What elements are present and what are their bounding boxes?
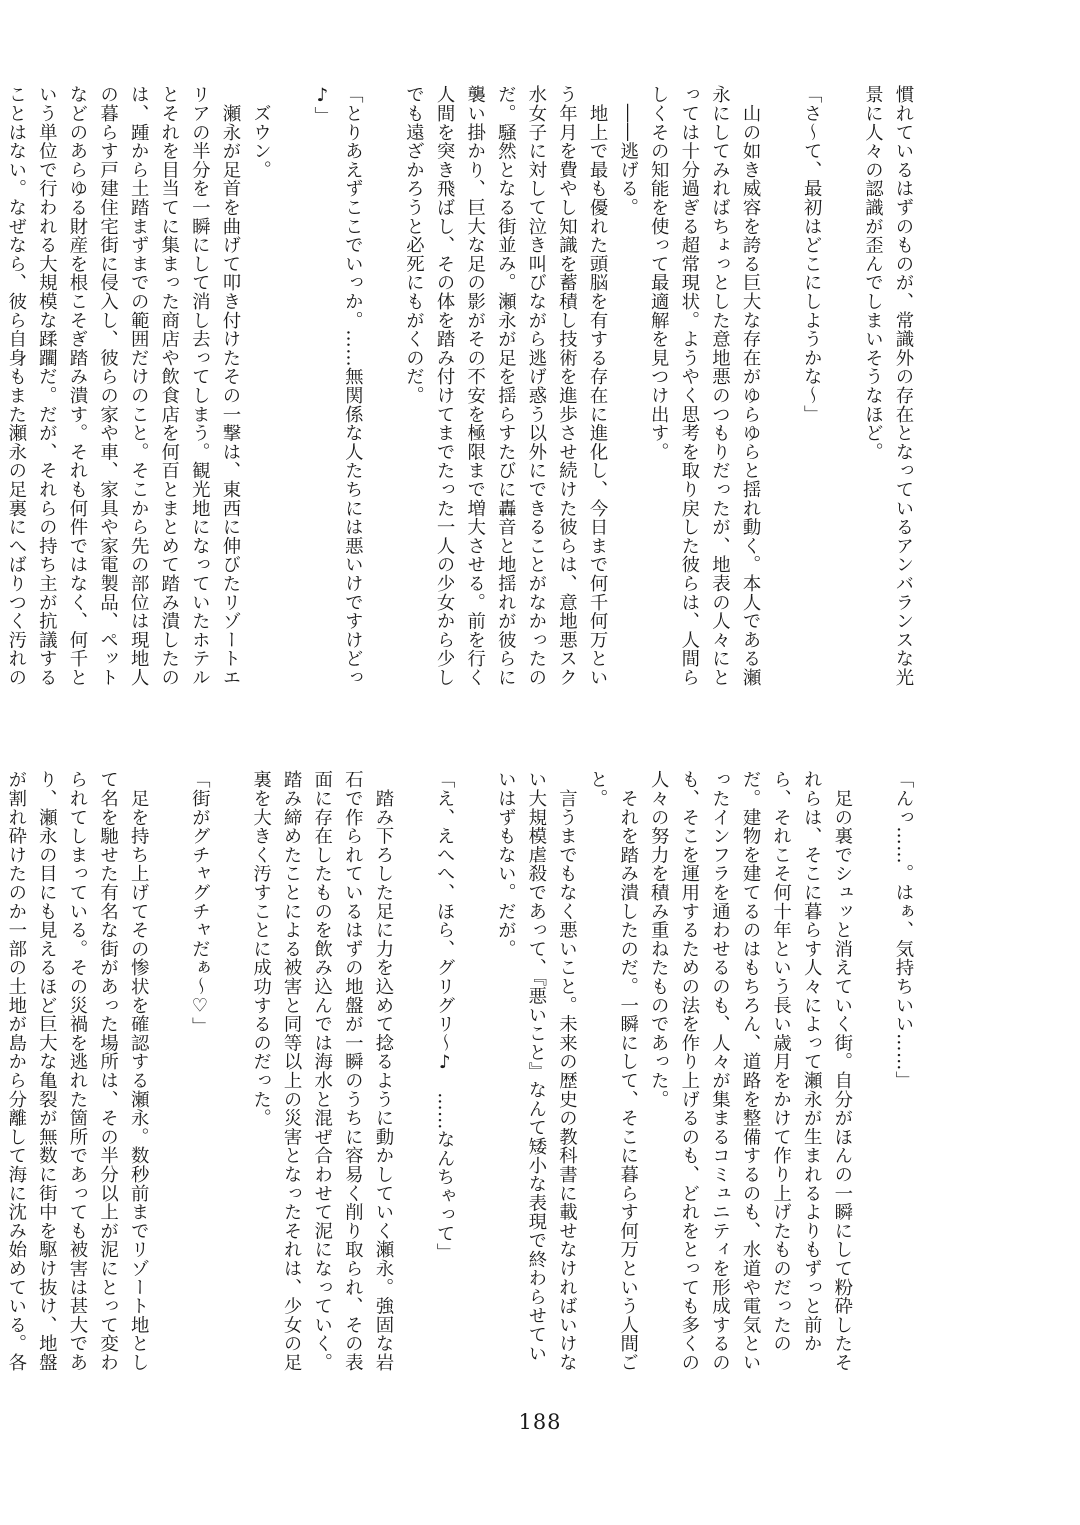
dialogue-line: 「んっ……。はぁ、気持ちいい……」	[893, 770, 914, 1090]
blank-line	[857, 770, 888, 1376]
dialogue-line: 「さ〜て、最初はどこにしようかな〜」	[801, 85, 823, 424]
blank-line	[153, 770, 184, 1376]
paragraph: ズウン。	[250, 85, 272, 179]
paragraph: 慣れているはずのものが、常識外の存在となっているアンバランスな光景に人々の認識が歪んでしまいそうなほど。	[862, 85, 914, 687]
paragraph: それを踏み潰したのだ。一瞬にして、そこに暮らす何万という人間ごと。	[587, 770, 639, 1372]
paragraph: 足を持ち上げてその惨状を確認する瀬永。数秒前までリゾート地として名を馳せた有名な街があった場所は、その半分以上が泥にとって変わられてしまっている。その災禍を逃れた箇所であっても被害は甚大であり、瀬永の目にも見えるほど巨大な亀裂が無数に街中を駆け抜け、地盤が割れ砕けたのか一部の土地が島から分離して海に沈み始めている。各	[5, 770, 150, 1372]
paragraph: 言うまでもなく悪いこと。未来の歴史の教科書に載せなければいけない大規模虐殺であって、『悪いこと』なんて矮小な表現で終わらせていいはずもない。だが。	[495, 770, 578, 1372]
dialogue-line: 「とりあえずここでいっか。……無関係な人たちには悪いけですけどっ♪」	[311, 85, 364, 687]
upper-text-block	[5, 85, 918, 695]
dialogue-line: 「え、えへへ、ほら、グリグリ〜♪ ……なんちゃって」	[434, 770, 456, 1262]
blank-line	[765, 85, 796, 695]
paragraph: 瀬永が足首を曲げて叩き付けたその一撃は、東西に伸びたリゾートエリアの半分を一瞬にして消し去ってしまう。観光地になっていたホテルとそれを目当てに集まった商店や飲食店を何百とまとめて踏み潰したのは、踵から土踏まずまでの範囲だけのこと。そこから先の部位は現地人の暮らす戸建住宅街に侵入し、彼らの家や車、家具や家電製品、ペットなどのあらゆる財産を根こそぎ踏み潰す。それも何件ではなく、何千という単位で行われる大規模な蹂躙だ。だが、それらの持ち主が抗議することはない。なぜなら、彼ら自身もまた瀬永の足裏にへばりつく汚れの	[5, 85, 241, 687]
blank-line	[459, 770, 490, 1376]
blank-line	[276, 85, 307, 695]
paragraph: 足の裏でシュッと消えていく街。自分がほんの一瞬にして粉砕したそれらは、そこに暮らす人々によって瀬永が生まれるよりもずっと前から、それこそ何十年という長い歳月をかけて作り上げたものだったのだ。建物を建てるのはもちろん、道路を整備するのも、水道や電気といったインフラを通わせるのも、人々が集まるコミュニティを形成するのも、そこを運用するための法を作り上げるのも、どれをとっても多くの人々の努力を積み重ねたものであった。	[648, 770, 853, 1372]
paragraph: ――逃げる。	[617, 85, 639, 217]
page-number: 188	[518, 1410, 562, 1434]
paragraph: 山の如き威容を誇る巨大な存在がゆらゆらと揺れ動く。本人である瀬永にしてみればちょっとした意地悪のつもりだったが、地表の人々にとっては十分過ぎる超常現状。ようやく思考を取り戻した彼らは、人間らしくその知能を使って最適解を見つけ出す。	[648, 85, 762, 687]
dialogue-line: 「街がグチャグチャだぁ〜♡」	[189, 770, 211, 1036]
blank-line	[367, 85, 398, 695]
lower-text-block	[5, 770, 918, 1376]
blank-line	[826, 85, 857, 695]
paragraph: 地上で最も優れた頭脳を有する存在に進化し、今日まで何千何万という年月を費やし知識を蓄積し技術を進歩させ続けた彼らは、意地悪スク水女子に対して泣き叫びながら逃げ惑う以外にできることがなかったのだ。騒然となる街並み。瀬永が足を揺らすたびに轟音と地揺れが彼らに襲い掛かり、巨大な足の影がその不安を極限まで増大させる。前を行く人間を突き飛ばし、その体を踏み付けてまでたった一人の少女から少しでも遠ざかろうと必死にもがくのだ。	[403, 85, 609, 687]
blank-line	[214, 770, 245, 1376]
blank-line	[398, 770, 429, 1376]
paragraph: 踏み下ろした足に力を込めて捻るように動かしていく瀬永。強固な岩石で作られているはずの地盤が一瞬のうちに容易く削り取られ、その表面に存在したものを飲み込んでは海水と混ぜ合わせて泥になっていく。踏み締めたことによる被害と同等以上の災害となったそれは、少女の足裏を大きく汚すことに成功するのだった。	[250, 770, 394, 1372]
